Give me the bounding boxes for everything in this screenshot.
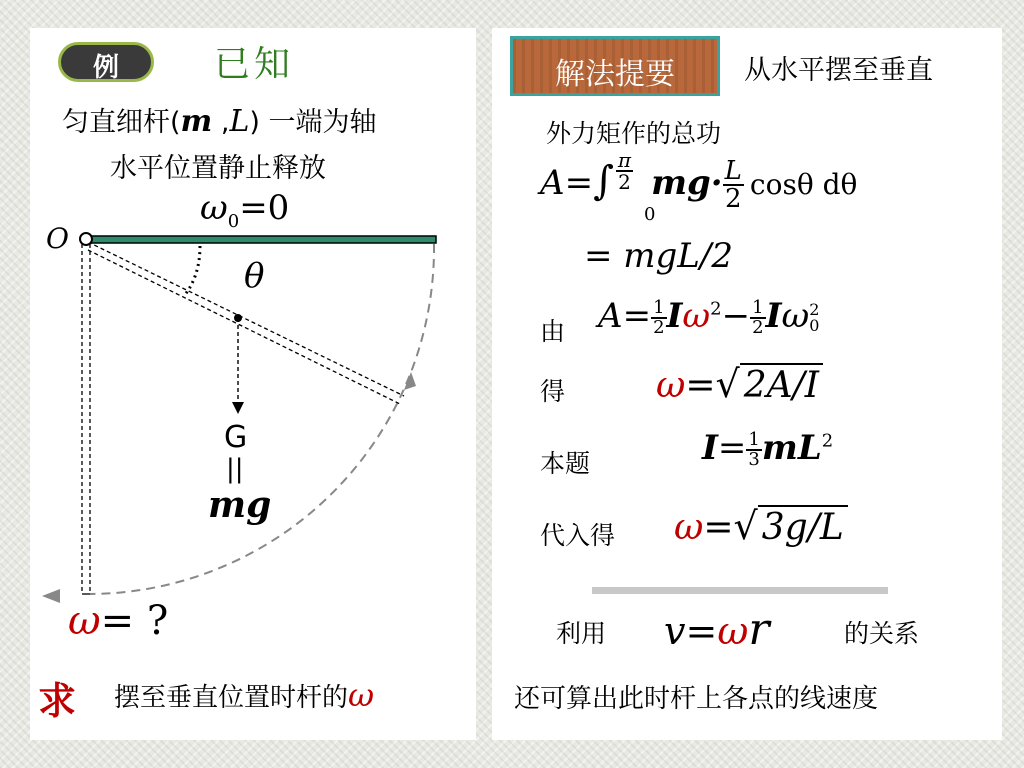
integral-upper-limit [616,150,633,192]
desc-text: 匀直细杆( [62,107,181,138]
eq3-minus: − [721,296,751,336]
sqrt-sign-icon-2: √ [733,504,758,548]
ask-question [114,676,374,714]
desc-text-end: ) 一端为轴 [249,107,377,138]
upper-num: π [617,148,632,172]
eq3-I: I [666,296,683,336]
eq6-omega: ω [674,507,704,548]
desc-length: L [229,104,250,139]
arc-arrow-end-icon [42,589,60,603]
equation-work-result: = mgL/2 [584,236,733,276]
upper-den: 2 [618,170,631,194]
equation-work-energy [598,296,819,337]
v-radius: r [748,604,770,655]
half-num: 1 [653,297,665,318]
method-title-box [510,36,720,96]
swing-arc [90,244,434,594]
frac-den: 2 [725,184,742,214]
eq3-square: 2 [710,298,722,320]
gravity-arrow-icon [232,402,244,414]
substitute-label: 代入得 [540,521,616,550]
eq6-radicand: 3g/L [758,505,848,548]
v-omega: ω [717,609,749,653]
conclusion-text: 还可算出此时杆上各点的线速度 [514,684,879,714]
eq3-A: A [598,296,623,336]
eq5-square: 2 [821,430,834,452]
use-label: 利用 [556,619,607,648]
v-equals: = [685,609,718,653]
eq5-equals: = [717,428,747,468]
eq1-A: A [540,163,565,203]
from-horizontal-to-vertical: 从水平摆至垂直 [744,55,933,86]
eq3-equals: = [622,296,652,336]
gravity-label-G: G [224,420,248,455]
arc-arrow-mid-icon [404,372,416,390]
ask-label: 求 [38,679,77,723]
v-symbol: v [664,609,686,653]
desc-mass: m [180,104,213,139]
get-label: 得 [540,377,566,406]
eq1-equals: = [564,163,594,203]
equation-omega-result [674,504,848,548]
by-label: 由 [540,317,566,346]
eq3-omega0: ω [781,296,810,336]
omega0-symbol: ω [200,188,228,228]
relation-label: 的关系 [844,619,920,648]
eq3-sup0: 2 [809,300,820,319]
third-num: 1 [748,429,760,450]
unknown-angular-velocity [68,598,168,644]
integral-sign: ∫ [593,158,614,204]
sqrt-sign-icon: √ [715,362,740,406]
frac-num: L [724,156,742,186]
theta-angle-arc [184,246,200,296]
this-problem-label: 本题 [540,449,591,478]
equation-moment-of-inertia [702,428,833,469]
fraction-half [651,299,666,337]
ask-omega: ω [348,676,375,714]
section-divider [592,587,888,594]
fraction-L-over-2 [723,158,744,212]
omega-unknown: = ? [100,598,169,644]
pivot-label-O: O [46,222,69,255]
omega-symbol: ω [68,598,101,644]
equation-work-integral [540,148,858,228]
fraction-half-2 [750,299,765,337]
method-title: 解法提要 [555,57,675,92]
eq1-cos-dtheta: cosθ dθ [749,168,858,201]
equation-linear-velocity [664,604,769,655]
fraction-third [746,431,761,469]
integral-lower-limit: 0 [644,204,656,225]
eq4-omega: ω [656,365,686,406]
eq3-omega: ω [682,296,711,336]
known-heading: 已知 [214,44,295,85]
equation-omega-from-work [656,362,823,406]
half-den: 2 [653,317,665,338]
eq3-I2: I [765,296,782,336]
example-badge-label: 例 [92,53,119,83]
half-num-2: 1 [752,297,764,318]
eq1-mg: mg· [651,163,723,203]
desc-comma: , [212,107,230,138]
pivot-circle [80,233,92,245]
eq3-omega0-scripts [809,302,819,334]
omega0-value: =0 [239,188,290,228]
third-den: 3 [748,449,760,470]
eq5-mL: mL [761,428,822,468]
rod-horizontal [88,236,436,243]
eq4-radicand: 2A/I [740,363,823,406]
eq3-sub0: 0 [809,316,820,335]
eq4-equals: = [685,365,716,406]
gravity-label-mg: mg [208,484,272,526]
omega0-subscript: 0 [227,210,240,232]
eq6-equals: = [703,507,734,548]
ask-text: 摆至垂直位置时杆的 [114,683,349,713]
equals-vertical: || [226,454,244,484]
half-den-2: 2 [752,317,764,338]
theta-label: θ [244,256,265,296]
total-work-label: 外力矩作的总功 [546,119,722,148]
problem-description-line2: 水平位置静止释放 [110,153,326,184]
eq5-I: I [702,428,718,468]
